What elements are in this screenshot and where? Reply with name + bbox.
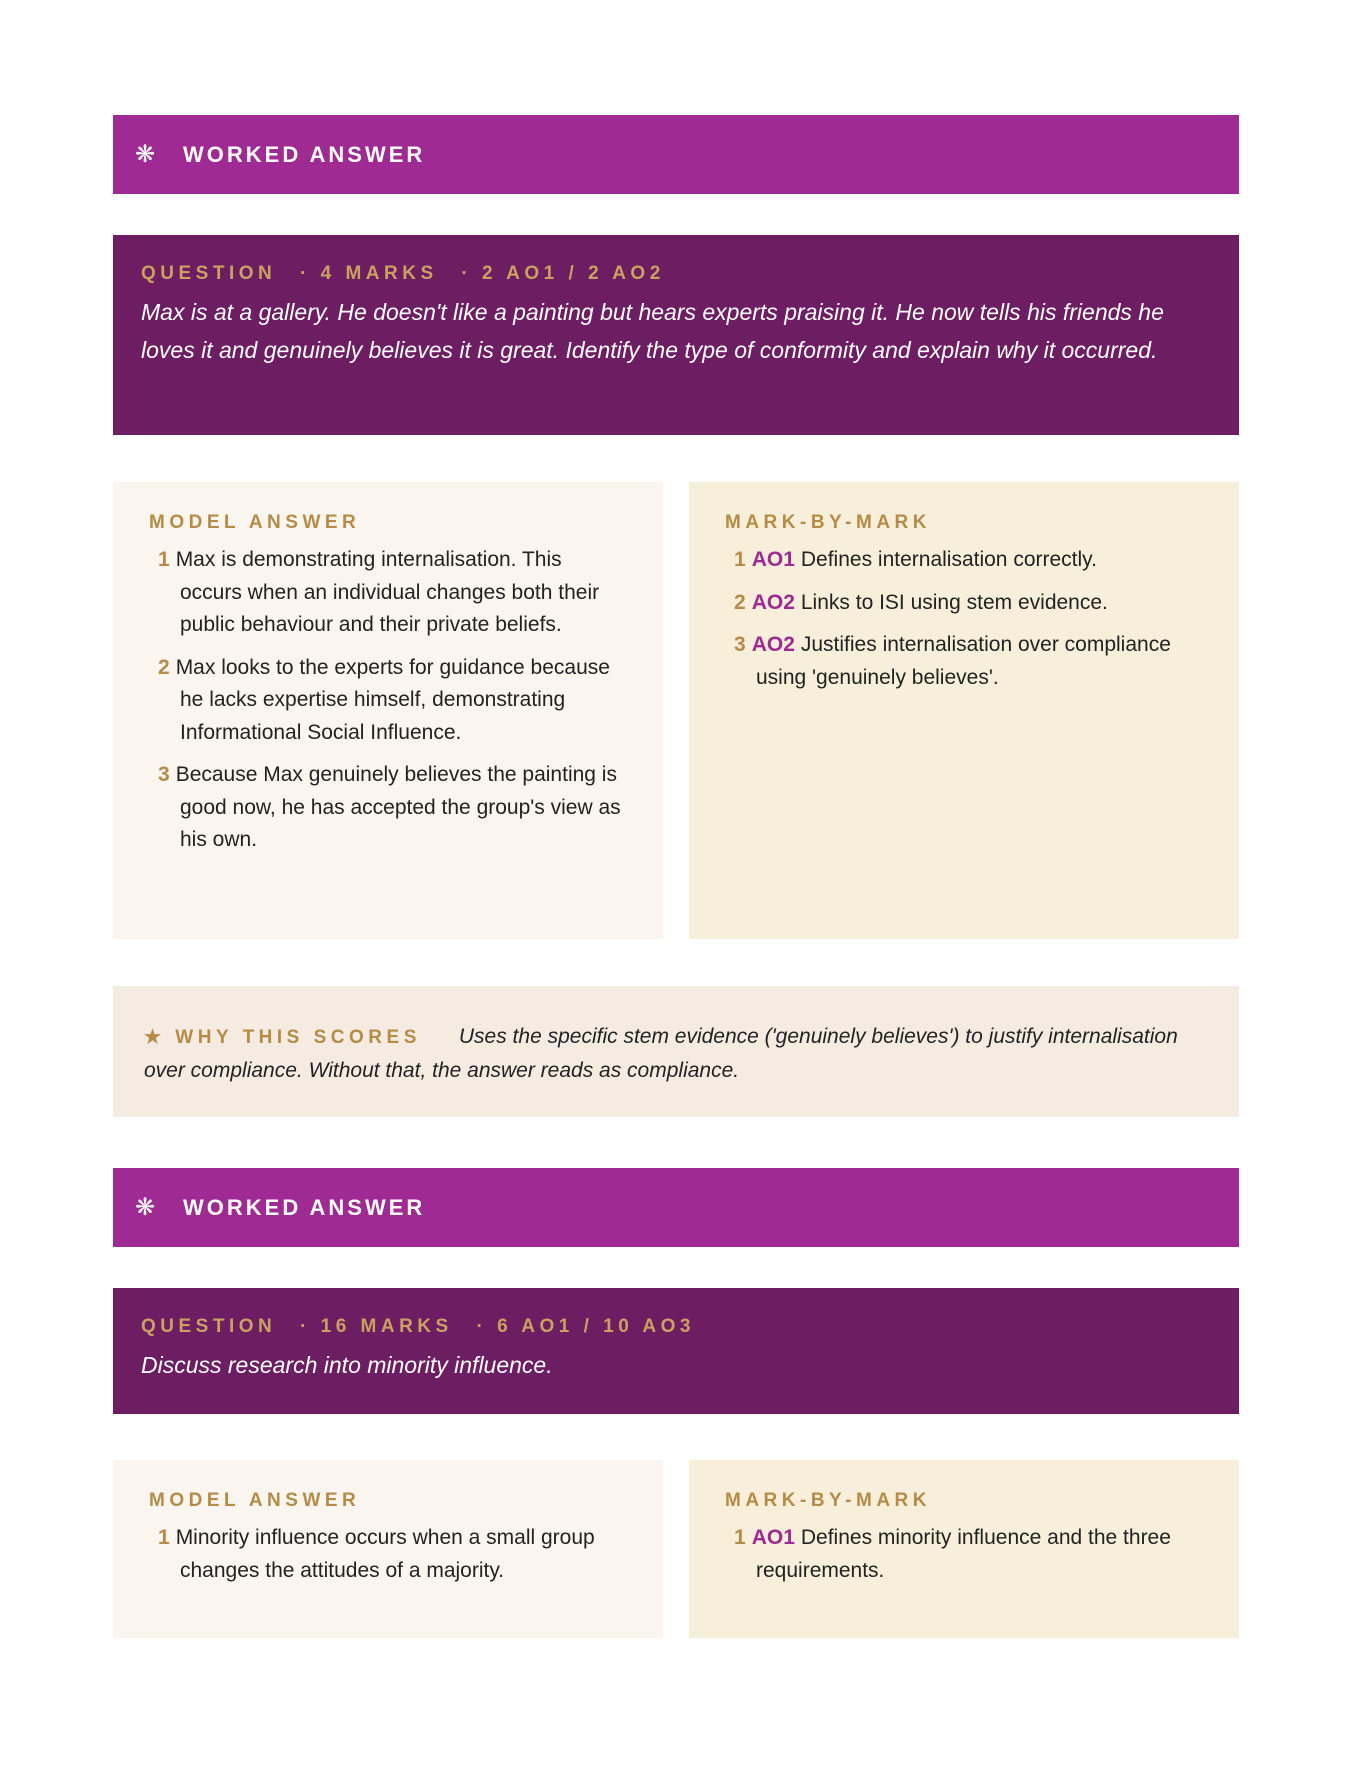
item-number: 2 [734, 590, 746, 614]
question-marks: · 16 MARKS [300, 1316, 453, 1337]
model-answer-panel [113, 482, 663, 939]
question-ao-split: · 2 AO1 / 2 AO2 [461, 263, 665, 284]
banner-title: WORKED ANSWER [183, 141, 426, 167]
list-item [725, 629, 1203, 694]
answer-columns [113, 482, 1239, 939]
mark-by-mark-list [725, 544, 1203, 694]
list-item [149, 1522, 627, 1587]
question-meta [141, 263, 1211, 285]
answer-columns [113, 1460, 1239, 1638]
item-text: Because Max genuinely believes the painting is good now, he has accepted the group's view as his own. [175, 763, 621, 851]
item-text: Defines internalisation correctly. [800, 548, 1097, 571]
item-number: 3 [158, 763, 170, 786]
item-text: Justifies internalisation over compliance using 'genuinely believes'. [756, 633, 1171, 689]
question-label: QUESTION [141, 1316, 277, 1337]
mark-by-mark-panel [689, 1460, 1239, 1638]
item-number: 1 [734, 1526, 746, 1549]
item-number: 1 [158, 1526, 170, 1549]
item-text: Max is demonstrating internalisation. This occurs when an individual changes both their public behaviour and their private beliefs. [175, 548, 600, 636]
model-answer-panel [113, 1460, 663, 1638]
item-number: 3 [734, 633, 746, 656]
question-meta [141, 1316, 1211, 1338]
banner-title: WORKED ANSWER [183, 1194, 426, 1220]
ao-tag: AO2 [751, 590, 795, 614]
question-label: QUESTION [141, 263, 277, 284]
list-item [725, 1522, 1203, 1587]
list-item [149, 652, 627, 750]
item-text: Max looks to the experts for guidance because he lacks expertise himself, demonstrating Informational Social Influence. [175, 655, 610, 744]
item-number: 1 [734, 548, 746, 571]
model-answer-heading: MODEL ANSWER [149, 1490, 361, 1511]
list-item [149, 759, 627, 857]
item-number: 1 [158, 548, 170, 571]
question-marks: · 4 MARKS [300, 263, 438, 284]
why-this-scores-box [113, 986, 1239, 1117]
worked-answer-banner [113, 1168, 1239, 1247]
model-answer-list [149, 1522, 627, 1587]
mark-by-mark-heading: MARK-BY-MARK [725, 512, 931, 533]
mark-by-mark-heading: MARK-BY-MARK [725, 1490, 931, 1511]
why-this-scores-label: ★ WHY THIS SCORES [144, 1027, 421, 1048]
why-this-scores-text: Uses the specific stem evidence ('genuinely believes') to justify internalisation over compliance. Without that, the answer reads as compliance. [144, 1025, 1178, 1082]
list-item [725, 587, 1203, 620]
model-answer-list [149, 544, 627, 857]
question-text: Max is at a gallery. He doesn't like a painting but hears experts praising it. He now tells his friends he loves it and genuinely believes it is great. Identify the type of conformity and explain why it occurred. [141, 299, 1164, 363]
item-text: Links to ISI using stem evidence. [800, 590, 1108, 614]
question-ao-split: · 6 AO1 / 10 AO3 [476, 1316, 695, 1337]
mark-by-mark-panel [689, 482, 1239, 939]
item-text: Defines minority influence and the three requirements. [756, 1526, 1171, 1582]
asterisk-flower-icon: ❋ [135, 1193, 156, 1221]
question-text: Discuss research into minority influence. [141, 1352, 553, 1378]
worked-answer-banner [113, 115, 1239, 194]
question-box [113, 1288, 1239, 1414]
ao-tag: AO1 [751, 1526, 795, 1549]
asterisk-flower-icon: ❋ [135, 140, 156, 168]
list-item [725, 544, 1203, 577]
item-number: 2 [158, 655, 170, 679]
list-item [149, 544, 627, 642]
ao-tag: AO2 [751, 633, 795, 656]
item-text: Minority influence occurs when a small group changes the attitudes of a majority. [175, 1526, 595, 1582]
question-box [113, 235, 1239, 435]
model-answer-heading: MODEL ANSWER [149, 512, 361, 533]
ao-tag: AO1 [751, 548, 795, 571]
mark-by-mark-list [725, 1522, 1203, 1587]
